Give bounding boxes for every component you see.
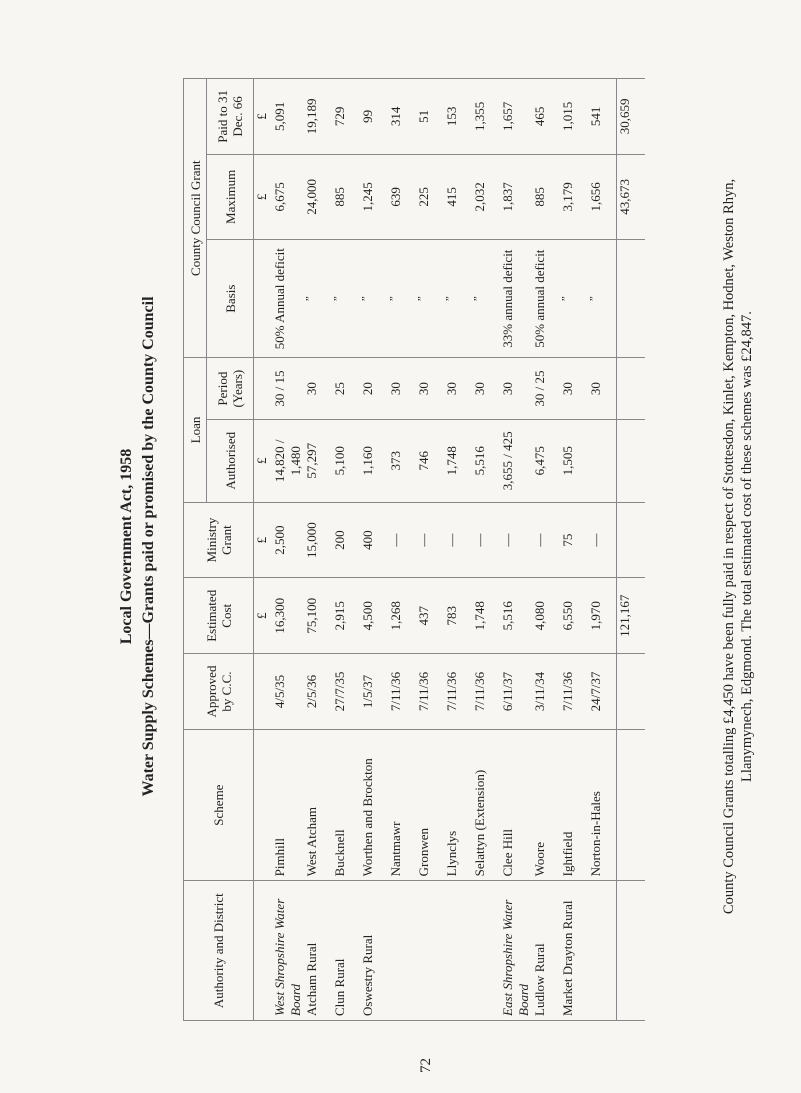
cell-estimated: 4,080 bbox=[532, 578, 560, 654]
cell-approved: 7/11/36 bbox=[560, 654, 588, 730]
cell-paid: 1,015 bbox=[560, 79, 588, 155]
cell-approved: 1/5/37 bbox=[360, 654, 388, 730]
cell-ministry: — bbox=[444, 502, 472, 578]
cell-approved: 4/5/35 bbox=[272, 654, 304, 730]
cell-ministry: 2,500 bbox=[272, 502, 304, 578]
currency-mark: £ bbox=[254, 154, 273, 239]
cell-approved: 2/5/36 bbox=[304, 654, 332, 730]
totals-row bbox=[617, 79, 646, 1021]
total-estimated: 121,167 bbox=[617, 578, 646, 654]
cell-basis: ” bbox=[444, 240, 472, 358]
currency-mark: £ bbox=[254, 578, 273, 654]
table-row bbox=[500, 79, 532, 1021]
cell-authority: Oswestry Rural bbox=[360, 881, 388, 1021]
cell-approved: 27/7/35 bbox=[332, 654, 360, 730]
cell-scheme: Clee Hill bbox=[500, 729, 532, 880]
col-authority: Authority and District bbox=[184, 881, 254, 1021]
col-approved: Approved by C.C. bbox=[184, 654, 254, 730]
col-period: Period (Years) bbox=[207, 358, 254, 420]
cell-authorised: 5,100 bbox=[332, 419, 360, 502]
cell-basis: 33% annual deficit bbox=[500, 240, 532, 358]
cell-estimated: 4,500 bbox=[360, 578, 388, 654]
table-row bbox=[472, 79, 500, 1021]
cell-ministry: — bbox=[472, 502, 500, 578]
currency-mark: £ bbox=[254, 502, 273, 578]
cell-authorised: 57,297 bbox=[304, 419, 332, 502]
group-header-row bbox=[184, 79, 207, 1021]
cell-maximum: 3,179 bbox=[560, 154, 588, 239]
cell-paid: 153 bbox=[444, 79, 472, 155]
cell-maximum: 1,245 bbox=[360, 154, 388, 239]
col-paid: Paid to 31 Dec. 66 bbox=[207, 79, 254, 155]
cell-basis: ” bbox=[560, 240, 588, 358]
footnote-line-2: Llanymynech, Edgmond. The total estimated cost of these schemes was £24,847. bbox=[739, 311, 755, 782]
cell-maximum: 885 bbox=[532, 154, 560, 239]
table-row bbox=[360, 79, 388, 1021]
cell-ministry: 75 bbox=[560, 502, 588, 578]
cell-period: 30 / 25 bbox=[532, 358, 560, 420]
cell-ministry: 400 bbox=[360, 502, 388, 578]
cell-scheme: Woore bbox=[532, 729, 560, 880]
cell-approved: 7/11/36 bbox=[416, 654, 444, 730]
col-estimated: Estimated Cost bbox=[184, 578, 254, 654]
cell-period: 30 bbox=[472, 358, 500, 420]
page-subtitle: Water Supply Schemes—Grants paid or promised by the County Council bbox=[140, 296, 157, 797]
cell-ministry: — bbox=[532, 502, 560, 578]
cell-basis: ” bbox=[388, 240, 416, 358]
table-row bbox=[588, 79, 617, 1021]
cell-period: 30 bbox=[388, 358, 416, 420]
cell-period: 30 bbox=[416, 358, 444, 420]
table-row bbox=[272, 79, 304, 1021]
cell-authority: Ludlow Rural bbox=[532, 881, 560, 1021]
cell-estimated: 1,268 bbox=[388, 578, 416, 654]
cell-period: 30 bbox=[588, 358, 617, 420]
cell-scheme: Gronwen bbox=[416, 729, 444, 880]
cell-basis: ” bbox=[416, 240, 444, 358]
cell-approved: 7/11/36 bbox=[388, 654, 416, 730]
cell-authority bbox=[388, 881, 416, 1021]
cell-period: 20 bbox=[360, 358, 388, 420]
currency-mark: £ bbox=[254, 79, 273, 155]
cell-paid: 51 bbox=[416, 79, 444, 155]
cell-authorised: 746 bbox=[416, 419, 444, 502]
cell-estimated: 75,100 bbox=[304, 578, 332, 654]
cell-scheme: Norton-in-Hales bbox=[588, 729, 617, 880]
cell-maximum: 225 bbox=[416, 154, 444, 239]
col-ministry: Ministry Grant bbox=[184, 502, 254, 578]
table-row bbox=[532, 79, 560, 1021]
cell-paid: 99 bbox=[360, 79, 388, 155]
cell-paid: 465 bbox=[532, 79, 560, 155]
cell-authorised: 3,655 / 425 bbox=[500, 419, 532, 502]
table-body bbox=[272, 79, 617, 1021]
cell-estimated: 1,748 bbox=[472, 578, 500, 654]
grants-table bbox=[183, 78, 645, 1021]
cell-estimated: 16,300 bbox=[272, 578, 304, 654]
cell-basis: ” bbox=[360, 240, 388, 358]
page-title: Local Government Act, 1958 bbox=[118, 448, 135, 645]
cell-period: 30 bbox=[444, 358, 472, 420]
cell-ministry: 15,000 bbox=[304, 502, 332, 578]
cell-approved: 7/11/36 bbox=[472, 654, 500, 730]
table-row bbox=[304, 79, 332, 1021]
cell-scheme: Ightfield bbox=[560, 729, 588, 880]
cell-approved: 3/11/34 bbox=[532, 654, 560, 730]
cell-scheme: Worthen and Brockton bbox=[360, 729, 388, 880]
cell-basis: 50% Annual deficit bbox=[272, 240, 304, 358]
cell-maximum: 1,656 bbox=[588, 154, 617, 239]
cell-scheme: Llynclys bbox=[444, 729, 472, 880]
table-row bbox=[444, 79, 472, 1021]
cell-authority: Atcham Rural bbox=[304, 881, 332, 1021]
cell-maximum: 24,000 bbox=[304, 154, 332, 239]
cell-basis: ” bbox=[472, 240, 500, 358]
cell-authorised: 14,820 / 1,480 bbox=[272, 419, 304, 502]
cell-authority bbox=[588, 881, 617, 1021]
group-loan: Loan bbox=[184, 358, 207, 502]
cell-period: 30 bbox=[304, 358, 332, 420]
cell-authorised: 5,516 bbox=[472, 419, 500, 502]
cell-authority bbox=[416, 881, 444, 1021]
cell-authorised: 1,505 bbox=[560, 419, 588, 502]
cell-paid: 541 bbox=[588, 79, 617, 155]
cell-maximum: 6,675 bbox=[272, 154, 304, 239]
footnote-line-1: County Council Grants totalling £4,450 have been fully paid in respect of Stottesdon, Kinlet, Kempton, Hodnet, Weston Rhyn, bbox=[721, 178, 737, 915]
col-maximum: Maximum bbox=[207, 154, 254, 239]
currency-row bbox=[254, 79, 273, 1021]
cell-ministry: — bbox=[500, 502, 532, 578]
table-row bbox=[332, 79, 360, 1021]
cell-estimated: 2,915 bbox=[332, 578, 360, 654]
cell-estimated: 1,970 bbox=[588, 578, 617, 654]
cell-scheme: Selattyn (Extension) bbox=[472, 729, 500, 880]
cell-paid: 314 bbox=[388, 79, 416, 155]
cell-estimated: 437 bbox=[416, 578, 444, 654]
cell-maximum: 415 bbox=[444, 154, 472, 239]
cell-ministry: — bbox=[588, 502, 617, 578]
cell-ministry: 200 bbox=[332, 502, 360, 578]
cell-paid: 729 bbox=[332, 79, 360, 155]
page-number: 72 bbox=[418, 1058, 434, 1073]
col-basis: Basis bbox=[207, 240, 254, 358]
cell-basis: ” bbox=[332, 240, 360, 358]
cell-ministry: — bbox=[416, 502, 444, 578]
cell-authorised bbox=[588, 419, 617, 502]
cell-maximum: 2,032 bbox=[472, 154, 500, 239]
cell-authority bbox=[472, 881, 500, 1021]
cell-estimated: 5,516 bbox=[500, 578, 532, 654]
cell-authority: West Shropshire Water Board bbox=[272, 881, 304, 1021]
cell-period: 30 bbox=[560, 358, 588, 420]
cell-ministry: — bbox=[388, 502, 416, 578]
table-row bbox=[388, 79, 416, 1021]
cell-scheme: West Atcham bbox=[304, 729, 332, 880]
total-maximum: 43,673 bbox=[617, 154, 646, 239]
cell-scheme: Nantmawr bbox=[388, 729, 416, 880]
cell-authorised: 373 bbox=[388, 419, 416, 502]
cell-maximum: 885 bbox=[332, 154, 360, 239]
cell-authority: East Shropshire Water Board bbox=[500, 881, 532, 1021]
cell-maximum: 639 bbox=[388, 154, 416, 239]
cell-authority bbox=[444, 881, 472, 1021]
col-scheme: Scheme bbox=[184, 729, 254, 880]
cell-authorised: 1,748 bbox=[444, 419, 472, 502]
cell-basis: ” bbox=[588, 240, 617, 358]
cell-period: 30 bbox=[500, 358, 532, 420]
cell-paid: 5,091 bbox=[272, 79, 304, 155]
cell-estimated: 6,550 bbox=[560, 578, 588, 654]
cell-estimated: 783 bbox=[444, 578, 472, 654]
cell-period: 30 / 15 bbox=[272, 358, 304, 420]
table-row bbox=[416, 79, 444, 1021]
cell-authorised: 1,160 bbox=[360, 419, 388, 502]
cell-basis: ” bbox=[304, 240, 332, 358]
cell-authorised: 6,475 bbox=[532, 419, 560, 502]
table-row bbox=[560, 79, 588, 1021]
cell-basis: 50% annual deficit bbox=[532, 240, 560, 358]
cell-approved: 6/11/37 bbox=[500, 654, 532, 730]
currency-mark: £ bbox=[254, 419, 273, 502]
cell-maximum: 1,837 bbox=[500, 154, 532, 239]
cell-approved: 7/11/36 bbox=[444, 654, 472, 730]
cell-authority: Market Drayton Rural bbox=[560, 881, 588, 1021]
cell-approved: 24/7/37 bbox=[588, 654, 617, 730]
cell-authority: Clun Rural bbox=[332, 881, 360, 1021]
cell-paid: 1,355 bbox=[472, 79, 500, 155]
cell-period: 25 bbox=[332, 358, 360, 420]
group-county-grant: County Council Grant bbox=[184, 79, 207, 358]
cell-scheme: Pimhill bbox=[272, 729, 304, 880]
cell-paid: 19,189 bbox=[304, 79, 332, 155]
col-authorised: Authorised bbox=[207, 419, 254, 502]
cell-paid: 1,657 bbox=[500, 79, 532, 155]
cell-scheme: Bucknell bbox=[332, 729, 360, 880]
total-paid: 30,659 bbox=[617, 79, 646, 155]
